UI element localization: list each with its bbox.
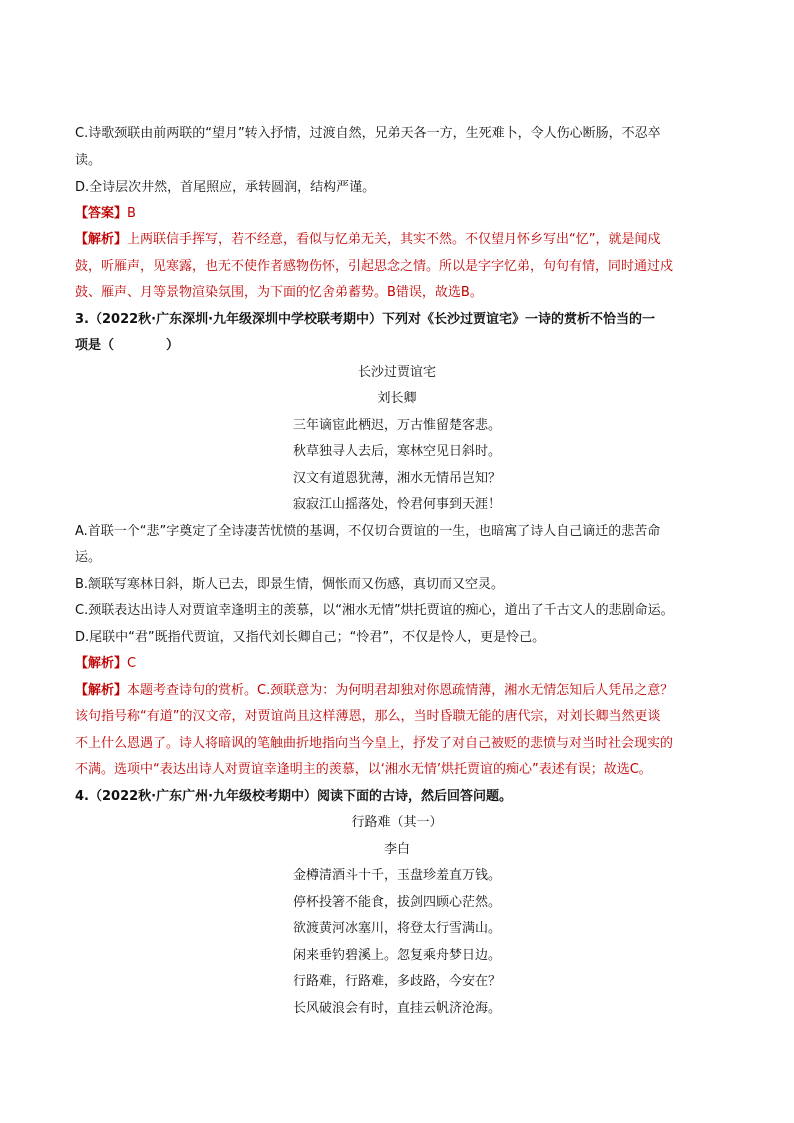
q3-analysis-tag-2: 【解析】: [75, 683, 128, 698]
q3-header-line2: 项是（ ）: [75, 338, 180, 353]
q3-option-a-line1: A.首联一个“悲”字奠定了全诗凄苦忧愤的基调，不仅切合贾谊的一生，也暗寓了诗人自己谪迁的悲苦命: [75, 524, 661, 539]
q4-poem-line: 停杯投箸不能食，拔剑四顾心茫然。: [292, 895, 501, 910]
answer-tag: 【答案】: [75, 206, 128, 221]
q3-analysis-tag: 【解析】: [75, 656, 128, 671]
q3-option-a-line2: 运。: [75, 550, 102, 565]
q3-analysis-l3a: 该句指号称: [75, 709, 141, 724]
q4-poem-author: 李白: [383, 842, 410, 857]
q4-poem-line: 行路难，行路难，多歧路，今安在？: [292, 974, 501, 989]
answer-line: [75, 206, 136, 222]
q3-option-d: D.尾联中“君”既指代贾谊，又指代刘长卿自己；“怜君”，不仅是怜人，更是怜己。: [75, 630, 546, 645]
analysis-line2: 鼓，听雁声，见寒露，也无不使作者感物伤怀，引起思念之情。所以是字字忆弟，句句有情，同时通过戍: [75, 259, 674, 274]
option-c-line2: 读。: [75, 153, 102, 168]
q4-header: 4.（2022秋·广东广州·九年级校考期中）阅读下面的古诗，然后回答问题。: [75, 789, 513, 804]
q3-poem-line: 寂寂江山摇落处，怜君何事到天涯！: [292, 497, 501, 512]
q3-poem-line: 三年谪宦此栖迟，万古惟留楚客悲。: [292, 418, 501, 433]
option-c-line1: C.诗歌颈联由前两联的“望月”转入抒情，过渡自然，兄弟天各一方，生死难卜，令人伤心断肠，不忍卒: [75, 126, 661, 141]
q3-analysis-line3: [75, 709, 661, 725]
q3-option-c: C.颈联表达出诗人对贾谊幸逢明主的羡慕，以“湘水无情”烘托贾谊的痴心，道出了千古文人的悲剧命运。: [75, 603, 674, 618]
q3-header-line1: 3.（2022秋·广东深圳·九年级深圳中学校联考期中）下列对《长沙过贾谊宅》一诗的赏析不恰当的一: [75, 312, 656, 327]
q3-analysis-l3b: “有道”: [140, 709, 180, 724]
analysis-text: 上两联信手挥写，若不经意，看似与忆弟无关，其实不然。不仅望月怀乡写出“忆”，就是闻戍: [127, 232, 661, 247]
q3-analysis-line1: [75, 656, 136, 672]
q3-analysis-l3c: 的汉文帝，对贾谊尚且这样薄恩，那么，当时昏聩无能的唐代宗，对刘长卿当然更谈: [179, 709, 661, 724]
q4-poem-line: 闲来垂钓碧溪上。忽复乘舟梦日边。: [292, 948, 501, 963]
analysis-line3: 鼓、雁声、月等景物渲染氛围，为下面的忆舍弟蓄势。B错误，故选B。: [75, 285, 483, 300]
q4-poem-line: 欲渡黄河冰塞川，将登太行雪满山。: [292, 921, 501, 936]
q4-poem-line: 长风破浪会有时，直挂云帆济沧海。: [292, 1001, 501, 1016]
q3-poem-line: 秋草独寻人去后，寒林空见日斜时。: [292, 444, 501, 459]
q3-option-b: B.颔联写寒林日斜，斯人已去，即景生情，惆怅而又伤感，真切而又空灵。: [75, 577, 505, 592]
q4-poem-line: 金樽清酒斗十千，玉盘珍羞直万钱。: [292, 868, 501, 883]
q3-analysis-line5: 不满。选项中“表达出诗人对贾谊幸逢明主的羡慕，以‘湘水无情’烘托贾谊的痴心”表述有误；故选C。: [75, 762, 652, 777]
analysis-line1: [75, 232, 661, 248]
q3-analysis-line2: [75, 683, 673, 699]
q3-analysis-line4: 不上什么恩遇了。诗人将暗讽的笔触曲折地指向当今皇上，抒发了对自己被贬的悲愤与对当时社会现实的: [75, 736, 674, 751]
q3-poem-title: 长沙过贾谊宅: [357, 365, 436, 380]
q4-poem-title: 行路难（其一）: [351, 815, 443, 830]
q3-poem-line: 汉文有道恩犹薄，湘水无情吊岂知？: [292, 471, 501, 486]
q3-analysis-text: 本题考查诗句的赏析。C.颈联意为：为何明君却独对你恩疏情薄，湘水无情怎知后人凭吊之意？: [127, 683, 674, 698]
option-d: D.全诗层次井然，首尾照应，承转圆润，结构严谨。: [75, 180, 376, 195]
analysis-tag: 【解析】: [75, 232, 128, 247]
answer-value: B: [127, 206, 136, 221]
q3-poem-author: 刘长卿: [377, 391, 417, 406]
q3-analysis-answer: C: [127, 656, 137, 671]
